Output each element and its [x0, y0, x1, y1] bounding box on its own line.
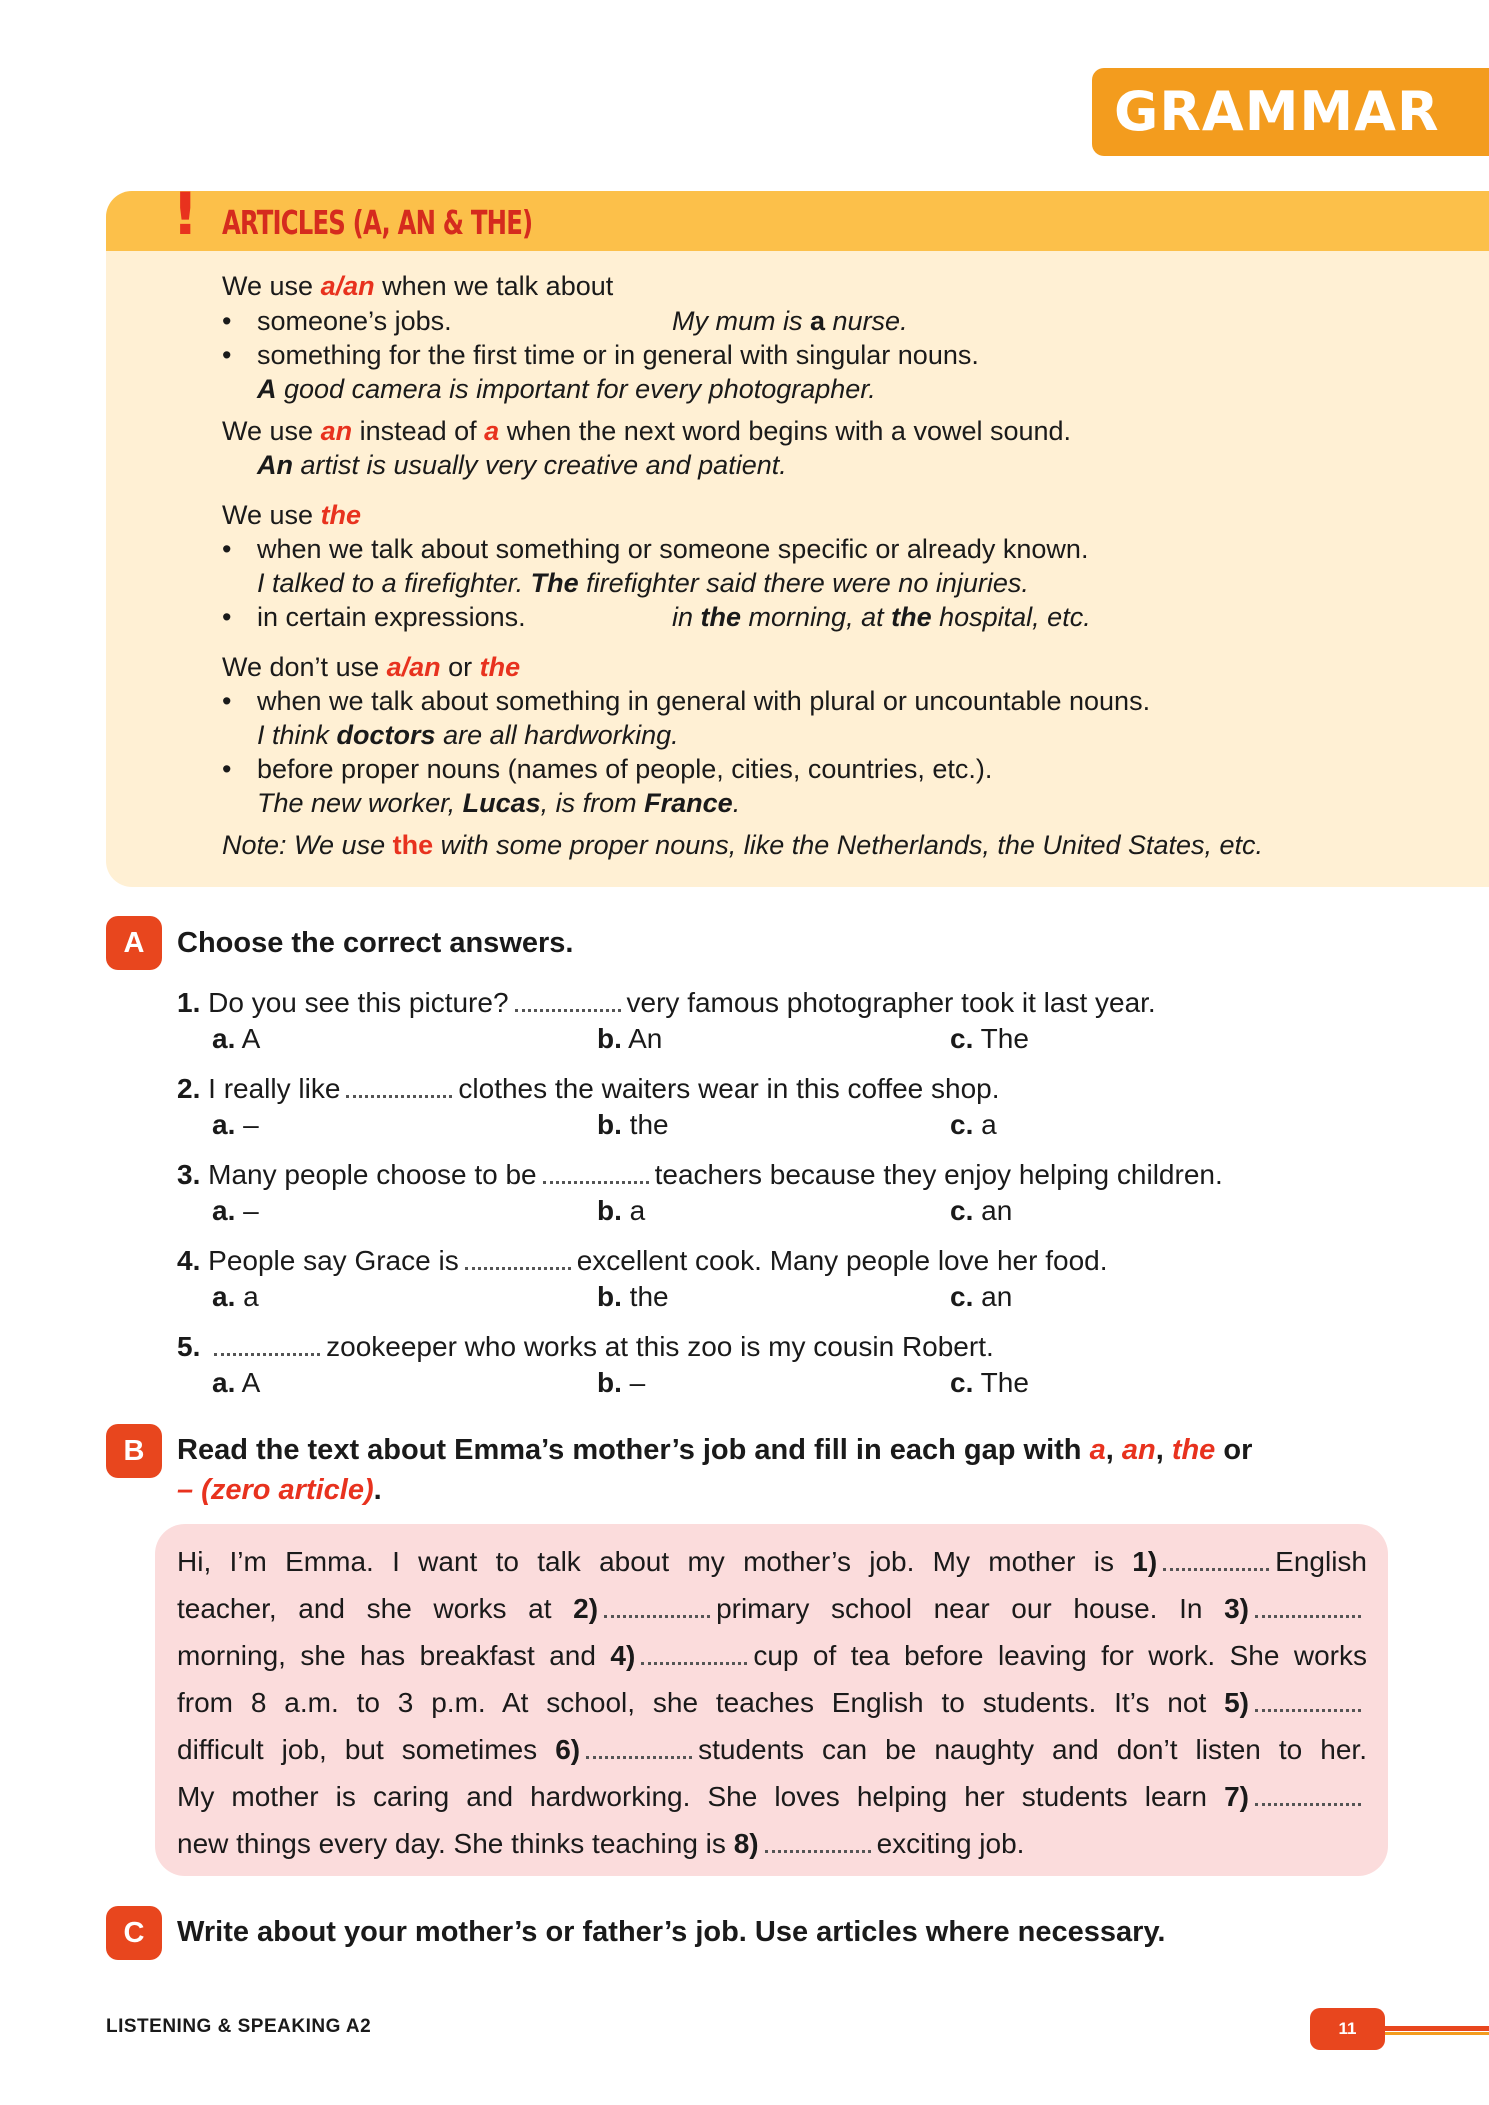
- page-bar-accent: [1385, 2032, 1489, 2035]
- rule-example: I think doctors are all hardworking.: [257, 720, 679, 750]
- page-number: 11: [1310, 2008, 1385, 2050]
- answer-option[interactable]: c. The: [950, 1367, 1029, 1398]
- question-4: 4. People say Grace is excellent cook. Many people love her food.: [177, 1245, 1108, 1276]
- passage-line: My mother is caring and hardworking. She loves helping her students learn 7): [177, 1779, 1367, 1815]
- gap-1[interactable]: [1163, 1564, 1269, 1571]
- grammar-note: Note: We use the with some proper nouns, like the Netherlands, the United States, etc.: [222, 830, 1264, 860]
- book-title: LISTENING & SPEAKING A2: [106, 2016, 372, 2037]
- passage-line: Hi, I’m Emma. I want to talk about my mother’s job. My mother is 1) English: [177, 1546, 1368, 1577]
- exercise-a-instruction: Choose the correct answers.: [177, 927, 574, 959]
- answer-gap[interactable]: [515, 1005, 621, 1012]
- rule-example: A good camera is important for every photographer.: [257, 374, 876, 404]
- answer-option[interactable]: a. a: [212, 1281, 259, 1312]
- rule-example: My mum is a nurse.: [672, 306, 908, 336]
- answer-option[interactable]: b. the: [597, 1281, 669, 1312]
- rule-the: We use the: [222, 500, 362, 530]
- rule-no-article: We don’t use a/an or the: [222, 652, 521, 682]
- passage-line: morning, she has breakfast and 4) cup of tea before leaving for work. She works: [177, 1640, 1368, 1671]
- section-tab-grammar: GRAMMAR: [1092, 68, 1489, 156]
- answer-option[interactable]: c. an: [950, 1281, 1013, 1312]
- gap-5[interactable]: [1255, 1705, 1361, 1712]
- gap-6[interactable]: [586, 1752, 692, 1759]
- exercise-b-badge: B: [106, 1424, 162, 1478]
- rule-bullet-text: when we talk about something or someone specific or already known.: [257, 534, 1089, 564]
- rule-bullet-text: something for the first time or in general with singular nouns.: [257, 340, 979, 370]
- answer-option[interactable]: b. –: [597, 1367, 646, 1398]
- gap-8[interactable]: [765, 1846, 871, 1853]
- answer-option[interactable]: c. a: [950, 1109, 997, 1140]
- exercise-b-instruction: Read the text about Emma’s mother’s job and fill in each gap with a, an, the or: [177, 1434, 1253, 1466]
- page-bar: [1385, 2026, 1489, 2031]
- question-1: 1. Do you see this picture? very famous photographer took it last year.: [177, 987, 1156, 1018]
- passage-line: teacher, and she works at 2) primary school near our house. In 3): [177, 1591, 1367, 1627]
- rule-a-an: We use a/an when we talk about: [222, 271, 614, 301]
- answer-option[interactable]: b. the: [597, 1109, 669, 1140]
- answer-option[interactable]: a. A: [212, 1023, 261, 1054]
- passage-line: new things every day. She thinks teaching is 8) exciting job.: [177, 1828, 1025, 1859]
- gap-4[interactable]: [641, 1658, 747, 1665]
- question-3: 3. Many people choose to be teachers because they enjoy helping children.: [177, 1159, 1223, 1190]
- grammar-title: ARTICLES (A, AN & THE): [222, 203, 533, 242]
- rule-example: The new worker, Lucas, is from France.: [257, 788, 741, 818]
- answer-option[interactable]: c. an: [950, 1195, 1013, 1226]
- rule-bullet: •: [222, 602, 232, 632]
- answer-option[interactable]: c. The: [950, 1023, 1029, 1054]
- rule-an: We use an instead of a when the next word begins with a vowel sound.: [222, 416, 1072, 446]
- exercise-b-instruction-line2: – (zero article).: [177, 1474, 382, 1506]
- rule-bullet-text: when we talk about something in general with plural or uncountable nouns.: [257, 686, 1151, 716]
- gap-2[interactable]: [604, 1611, 710, 1618]
- question-2: 2. I really like clothes the waiters wear in this coffee shop.: [177, 1073, 1000, 1104]
- answer-gap[interactable]: [346, 1091, 452, 1098]
- answer-gap[interactable]: [543, 1177, 649, 1184]
- rule-bullet: •: [222, 534, 232, 564]
- passage-line: from 8 a.m. to 3 p.m. At school, she teaches English to students. It’s not 5): [177, 1685, 1367, 1721]
- answer-option[interactable]: b. a: [597, 1195, 646, 1226]
- rule-bullet-text: in certain expressions.: [257, 602, 526, 632]
- exercise-c-badge: C: [106, 1906, 162, 1960]
- exercise-c-instruction: Write about your mother’s or father’s job. Use articles where necessary.: [177, 1916, 1166, 1948]
- rule-example: I talked to a firefighter. The firefighter said there were no injuries.: [257, 568, 1029, 598]
- rule-bullet-text: before proper nouns (names of people, cities, countries, etc.).: [257, 754, 993, 784]
- answer-option[interactable]: a. A: [212, 1367, 261, 1398]
- rule-bullet: •: [222, 306, 232, 336]
- passage-line: difficult job, but sometimes 6) students can be naughty and don’t listen to her.: [177, 1734, 1367, 1765]
- rule-example: An artist is usually very creative and patient.: [257, 450, 787, 480]
- exclamation-icon: !: [172, 180, 199, 248]
- exercise-a-badge: A: [106, 916, 162, 970]
- rule-bullet: •: [222, 686, 232, 716]
- answer-option[interactable]: b. An: [597, 1023, 663, 1054]
- rule-bullet: •: [222, 754, 232, 784]
- rule-bullet: •: [222, 340, 232, 370]
- answer-gap[interactable]: [465, 1263, 571, 1270]
- answer-option[interactable]: a. –: [212, 1195, 259, 1226]
- gap-3[interactable]: [1255, 1611, 1361, 1618]
- gap-7[interactable]: [1255, 1799, 1361, 1806]
- rule-example: in the morning, at the hospital, etc.: [672, 602, 1091, 632]
- question-5: 5. zookeeper who works at this zoo is my cousin Robert.: [177, 1331, 994, 1362]
- rule-bullet-text: someone’s jobs.: [257, 306, 452, 336]
- answer-gap[interactable]: [214, 1349, 320, 1356]
- answer-option[interactable]: a. –: [212, 1109, 259, 1140]
